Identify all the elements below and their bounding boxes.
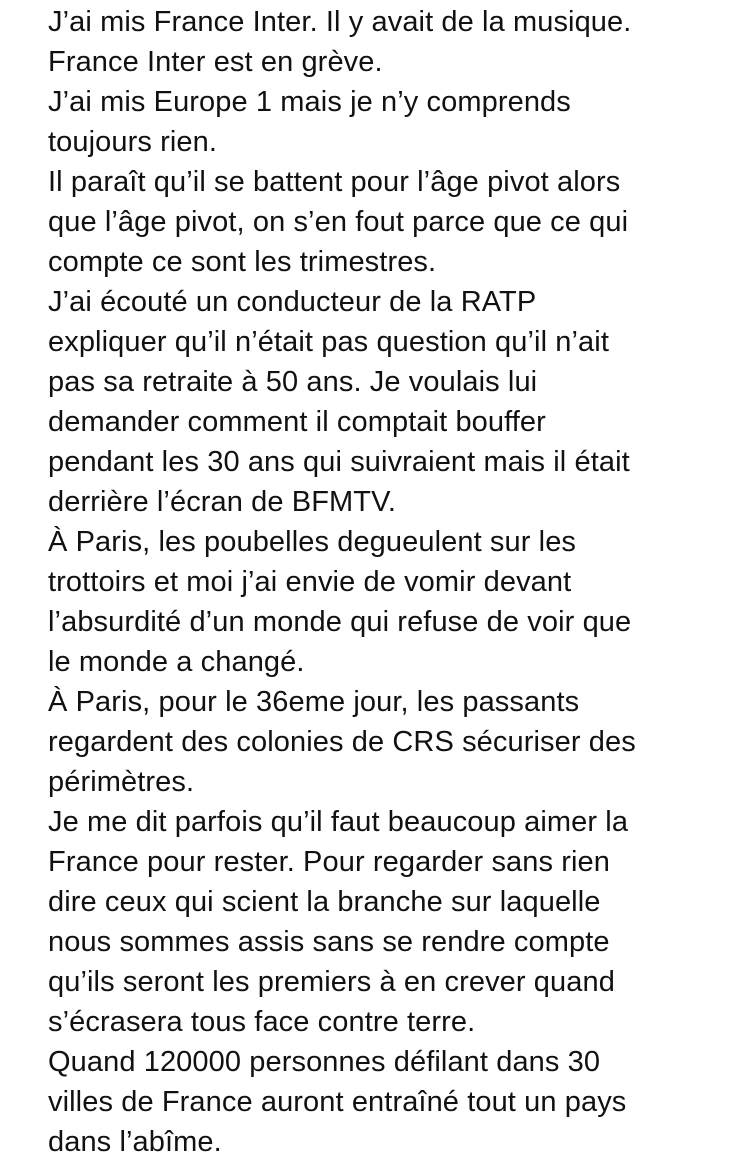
text-line: qu’ils seront les premiers à en crever quand (48, 966, 615, 998)
text-line: À Paris, pour le 36eme jour, les passants (48, 686, 580, 718)
text-line: regardent des colonies de CRS sécuriser des (48, 726, 636, 758)
text-line: nous sommes assis sans se rendre compte (48, 926, 610, 958)
text-line: demander comment il comptait bouffer (48, 406, 546, 438)
text-line: périmètres. (48, 766, 195, 798)
text-line: Quand 120000 personnes défilant dans 30 (48, 1046, 601, 1078)
text-line: France Inter est en grève. (48, 46, 383, 78)
text-line: France pour rester. Pour regarder sans rien (48, 846, 611, 878)
text-line: Je me dit parfois qu’il faut beaucoup aimer la (48, 806, 629, 838)
text-line: villes de France auront entraîné tout un pays (48, 1086, 627, 1118)
document-text (48, 2, 748, 1162)
text-line: compte ce sont les trimestres. (48, 246, 437, 278)
text-line: dans l’abîme. (48, 1126, 222, 1158)
text-line: s’écrasera tous face contre terre. (48, 1006, 476, 1038)
text-line: le monde a changé. (48, 646, 305, 678)
text-line: toujours rien. (48, 126, 218, 158)
text-line: que l’âge pivot, on s’en fout parce que ce qui (48, 206, 629, 238)
text-line: J’ai mis France Inter. Il y avait de la musique. (48, 6, 632, 38)
text-line: pas sa retraite à 50 ans. Je voulais lui (48, 366, 538, 398)
text-line: dire ceux qui scient la branche sur laquelle (48, 886, 601, 918)
text-line: l’absurdité d’un monde qui refuse de voir que (48, 606, 632, 638)
text-line: J’ai écouté un conducteur de la RATP (48, 286, 537, 318)
text-line: J’ai mis Europe 1 mais je n’y comprends (48, 86, 571, 118)
text-line: expliquer qu’il n’était pas question qu’il n’ait (48, 326, 609, 358)
text-line: pendant les 30 ans qui suivraient mais il était (48, 446, 630, 478)
text-line: À Paris, les poubelles degueulent sur les (48, 526, 577, 558)
text-line: trottoirs et moi j’ai envie de vomir devant (48, 566, 572, 598)
text-line: derrière l’écran de BFMTV. (48, 486, 397, 518)
text-line: Il paraît qu’il se battent pour l’âge pivot alors (48, 166, 621, 198)
